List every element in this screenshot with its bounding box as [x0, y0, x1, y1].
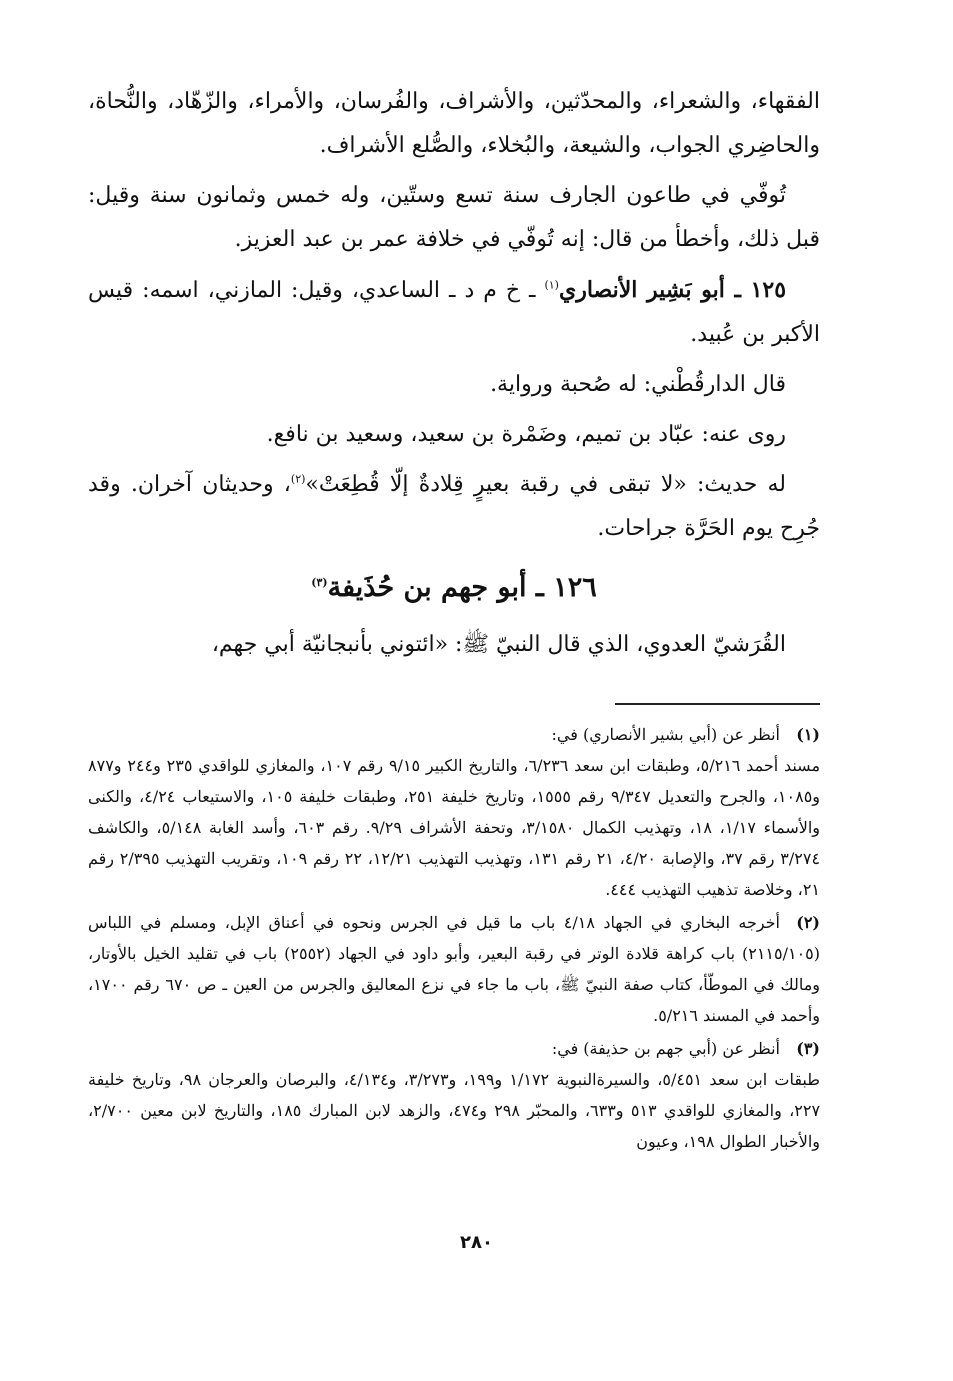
page-number: ٢٨٠	[460, 1232, 493, 1253]
footnote-body: أخرجه البخاري في الجهاد ٤/١٨ باب ما قيل في الجرس ونحوه في أعناق الإبل، ومسلم في اللباس (٢١١٥/١٠٥) باب كراهة قلادة الوتر في رقبة البعير، وأبو داود في الجهاد (٢٥٥٢) باب في تقليد الخيل بالأوتار، ومالك في الموطّأ، كتاب صفة النبيّ ﷺ، باب ما جاء في نزع المعاليق والجرس من العين ـ ص ٦٧٠ رقم ١٧٠٠، وأحمد في المسند ٥/٢١٦.	[88, 913, 821, 1025]
paragraph-scholars: الفقهاء، والشعراء، والمحدّثين، والأشراف، والفُرسان، والأمراء، والزّهّاد، والنُّحاة، والحاضِري الجواب، والشيعة، والبُخلاء، والصُّلع الأشراف.	[88, 89, 820, 158]
footnote-number: (١)	[796, 725, 820, 744]
book-page	[88, 80, 820, 1159]
footnote-2	[88, 907, 820, 1031]
entry-126-title: ١٢٦ ـ أبو جهم بن حُذَيفة	[327, 572, 597, 603]
footnote-heading: أنظر عن (أبي بشير الأنصاري) في:	[551, 725, 780, 744]
footnote-separator	[615, 703, 820, 705]
paragraph-hadith	[88, 463, 820, 551]
main-text	[88, 80, 820, 667]
footnote-1	[88, 719, 820, 905]
entry-125	[88, 268, 820, 357]
footnote-heading: أنظر عن (أبي جهم بن حذيفة) في:	[551, 1039, 780, 1058]
hadith-rest: ، وحديثان آخران. وقد جُرِح يوم الحَرَّة جراحات.	[88, 472, 820, 541]
footnote-ref-3: (٣)	[311, 576, 328, 589]
footnote-ref-1: (١)	[544, 278, 559, 292]
entry-126-heading	[88, 563, 820, 613]
hadith-text: له حديث: «لا تبقى في رقبة بعيرٍ قِلادةٌ إلّا قُطِعَتْ»	[305, 472, 786, 497]
entry-125-title: ١٢٥ ـ أبو بَشِير الأنصاري	[558, 277, 787, 303]
entry-125-rest: ـ خ م د ـ الساعدي، وقيل: المازني، اسمه: قيس الأكبر بن عُبيد.	[88, 278, 820, 347]
paragraph-qurashi: القُرَشيّ العدوي، الذي قال النبيّ ﷺ: «ائتوني بأنبجانيّة أبي جهم،	[211, 632, 786, 657]
footnote-number: (٢)	[796, 913, 820, 932]
footnote-number: (٣)	[796, 1039, 820, 1058]
footnote-3	[88, 1033, 820, 1157]
footnote-body: طبقات ابن سعد ٥/٤٥١، والسيرةالنبوية ١/١٧٢ و١٩٩، و٣/٢٧٣، و٤/١٣٤، والبرصان والعرجان ٩٨، وتاريخ خليفة ٢٢٧، والمغازي للواقدي ٥١٣ و٦٣٣، والمحبّر ٢٩٨ و٤٧٤، والزهد لابن المبارك ١٨٥، والتاريخ لابن معين ٢/٧٠٠، والأخبار الطوال ١٩٨، وعيون	[88, 1070, 821, 1151]
footnote-ref-2: (٢)	[290, 472, 306, 486]
footnote-body: مسند أحمد ٥/٢١٦، وطبقات ابن سعد ٦/٢٣٦، والتاريخ الكبير ٩/١٥ رقم ١٠٧، والمغازي للواقدي ٢٣٥ و٢٤٤ و٨٧٧ و١٠٨٥، والجرح والتعديل ٩/٣٤٧ رقم ١٥٥٥، وتاريخ خليفة ٢٥١، وطبقات خليفة ١٠٥، والاستيعاب ٤/٢٤، والكنى والأسماء ١/١٧، ١٨، وتهذيب الكمال ٣/١٥٨٠، وتحفة الأشراف ٩/٢٩. رقم ٦٠٣، وأسد الغابة ٥/١٤٨، والكاشف ٣/٢٧٤ رقم ٣٧، والإصابة ٤/٢٠، ٢١ رقم ١٣١، وتهذيب التهذيب ١٢/٢١، ٢٢ رقم ١٠٩، وتقريب التهذيب ٢/٣٩٥ رقم ٢١، وخلاصة تذهيب التهذيب ٤٤٤.	[88, 756, 821, 899]
paragraph-narrators: روى عنه: عبّاد بن تميم، وضَمْرة بن سعيد، وسعيد بن نافع.	[266, 422, 786, 447]
paragraph-death: تُوفّي في طاعون الجارف سنة تسع وستّين، وله خمس وثمانون سنة وقيل: قبل ذلك، وأخطأ من قال: إنه تُوفّي في خلافة عمر بن عبد العزيز.	[88, 183, 820, 252]
paragraph-daraqutni: قال الدارقُطْني: له صُحبة ورواية.	[490, 372, 786, 397]
footnotes	[88, 719, 820, 1157]
